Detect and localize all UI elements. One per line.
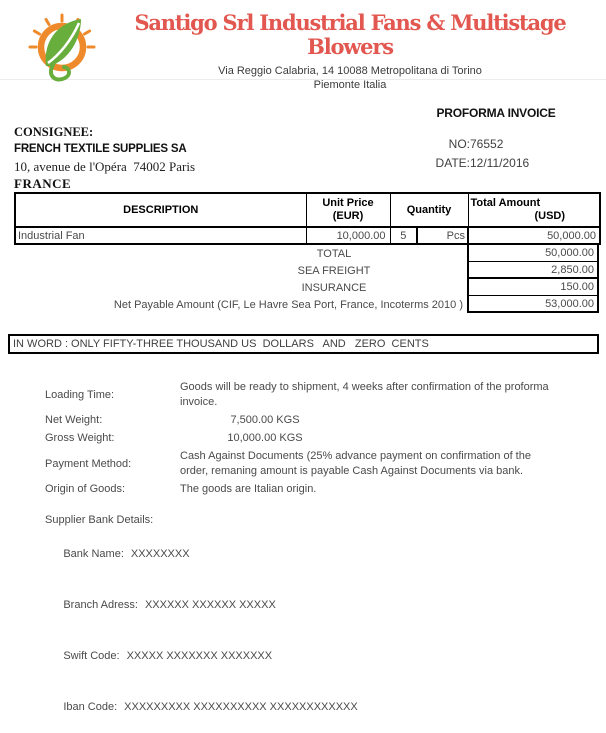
- company-logo-icon: [26, 5, 98, 85]
- summary-amount-insurance: 150.00: [467, 279, 599, 296]
- col-header-total-amount: [468, 193, 600, 227]
- detail-row-gross-weight: [45, 431, 606, 446]
- col-header-total-line2: (USD): [534, 210, 566, 222]
- bank-name-line: [45, 529, 606, 580]
- origin-of-goods-label: Origin of Goods:: [45, 483, 126, 495]
- detail-row-origin-of-goods: [45, 482, 606, 497]
- invoice-number-label: NO:: [448, 137, 470, 151]
- loading-time-label: Loading Time:: [45, 388, 115, 401]
- col-header-quantity: Quantity: [390, 193, 468, 227]
- invoice-date-label: DATE:: [435, 156, 470, 170]
- summary-label-net-payable: Net Payable Amount (CIF, Le Havre Sea Port, France, Incoterms 2010 ): [113, 298, 463, 311]
- document-meta-block: [410, 106, 582, 192]
- branch-address-line: [45, 580, 606, 631]
- branch-address-label: Branch Adress:: [63, 599, 138, 611]
- items-table: [14, 192, 601, 245]
- summary-label-insurance: INSURANCE: [301, 281, 367, 294]
- amount-in-words-text: IN WORD : ONLY FIFTY-THREE THOUSAND US DOLLARS AND ZERO CENTS: [13, 338, 429, 350]
- item-description: Industrial Fan: [15, 227, 306, 244]
- col-header-unit-price-line1: Unit Price: [322, 197, 374, 209]
- consignee-label: CONSIGNEE:: [14, 125, 94, 139]
- details-section: [45, 380, 606, 497]
- amount-in-words-box: [8, 334, 599, 354]
- summary-row-insurance: [14, 279, 599, 296]
- consignee-block: [14, 124, 195, 192]
- loading-time-value: Goods will be ready to shipment, 4 weeks after confirmation of the proforma invoice.: [180, 381, 549, 408]
- col-header-total-line1: Total Amount: [470, 197, 541, 209]
- consignee-name: FRENCH TEXTILE SUPPLIES SA: [14, 143, 187, 155]
- detail-row-loading-time: [45, 380, 606, 410]
- summary-label-total: TOTAL: [316, 247, 352, 260]
- payment-method-label: Payment Method:: [45, 457, 132, 470]
- item-quantity-unit: Pcs: [417, 227, 468, 244]
- gross-weight-label: Gross Weight:: [45, 432, 115, 444]
- summary-amount-net-payable: 53,000.00: [467, 296, 599, 313]
- letterhead: [0, 0, 606, 91]
- col-header-unit-price-line2: (EUR): [332, 210, 364, 222]
- net-weight-value: 7,500.00 KGS: [230, 414, 300, 426]
- branch-address-value: XXXXXX XXXXXX XXXXX: [144, 599, 276, 611]
- consignee-address: 10, avenue de l'Opéra 74002 Paris: [14, 159, 196, 174]
- document-title: PROFORMA INVOICE: [436, 106, 556, 120]
- summary-row-sea-freight: [14, 262, 599, 279]
- bank-name-value: XXXXXXXX: [130, 548, 190, 560]
- summary-amount-total: 50,000.00: [467, 245, 599, 262]
- col-header-description: DESCRIPTION: [15, 193, 306, 227]
- origin-of-goods-value: The goods are Italian origin.: [180, 483, 317, 495]
- iban-code-label: Iban Code:: [63, 701, 118, 713]
- swift-code-line: [45, 631, 606, 682]
- company-name: Santigo Srl Industrial Fans & Multistage Blowers: [134, 10, 566, 59]
- col-header-unit-price: [306, 193, 390, 227]
- consignee-country: FRANCE: [14, 176, 72, 191]
- table-header-row: [15, 193, 600, 227]
- detail-row-net-weight: [45, 413, 606, 428]
- item-unit-price: 10,000.00: [306, 227, 390, 244]
- summary-label-sea-freight: SEA FREIGHT: [297, 264, 371, 277]
- item-total-amount: 50,000.00: [468, 227, 600, 244]
- payment-method-value: Cash Against Documents (25% advance payment on confirmation of the order, remaning amount is payable Cash Against Documents via bank.: [180, 450, 531, 477]
- invoice-number-date: [410, 135, 582, 173]
- swift-code-value: XXXXX XXXXXXX XXXXXXX: [126, 650, 273, 662]
- summary-section: [14, 245, 599, 313]
- detail-row-payment-method: [45, 449, 606, 479]
- net-weight-label: Net Weight:: [45, 414, 103, 426]
- bank-details-title: Supplier Bank Details:: [45, 514, 154, 526]
- bank-details-section: [45, 512, 606, 733]
- iban-code-line: [45, 682, 606, 733]
- summary-row-total: [14, 245, 599, 262]
- item-quantity: 5: [390, 227, 417, 244]
- meta-section: [0, 106, 606, 192]
- gross-weight-value: 10,000.00 KGS: [227, 432, 303, 444]
- invoice-date-value: 12/11/2016: [470, 156, 530, 170]
- letterhead-text: [100, 0, 600, 92]
- summary-amount-sea-freight: 2,850.00: [467, 262, 599, 279]
- company-address-line2: Piemonte Italia: [313, 79, 387, 91]
- summary-row-net-payable: [14, 296, 599, 313]
- item-row: [15, 227, 600, 244]
- swift-code-label: Swift Code:: [63, 650, 120, 662]
- bank-name-label: Bank Name:: [63, 548, 124, 560]
- company-address-line1: Via Reggio Calabria, 14 10088 Metropolitana di Torino: [218, 65, 482, 77]
- iban-code-value: XXXXXXXXX XXXXXXXXXX XXXXXXXXXXXX: [124, 701, 358, 713]
- invoice-number-value: 76552: [470, 137, 504, 151]
